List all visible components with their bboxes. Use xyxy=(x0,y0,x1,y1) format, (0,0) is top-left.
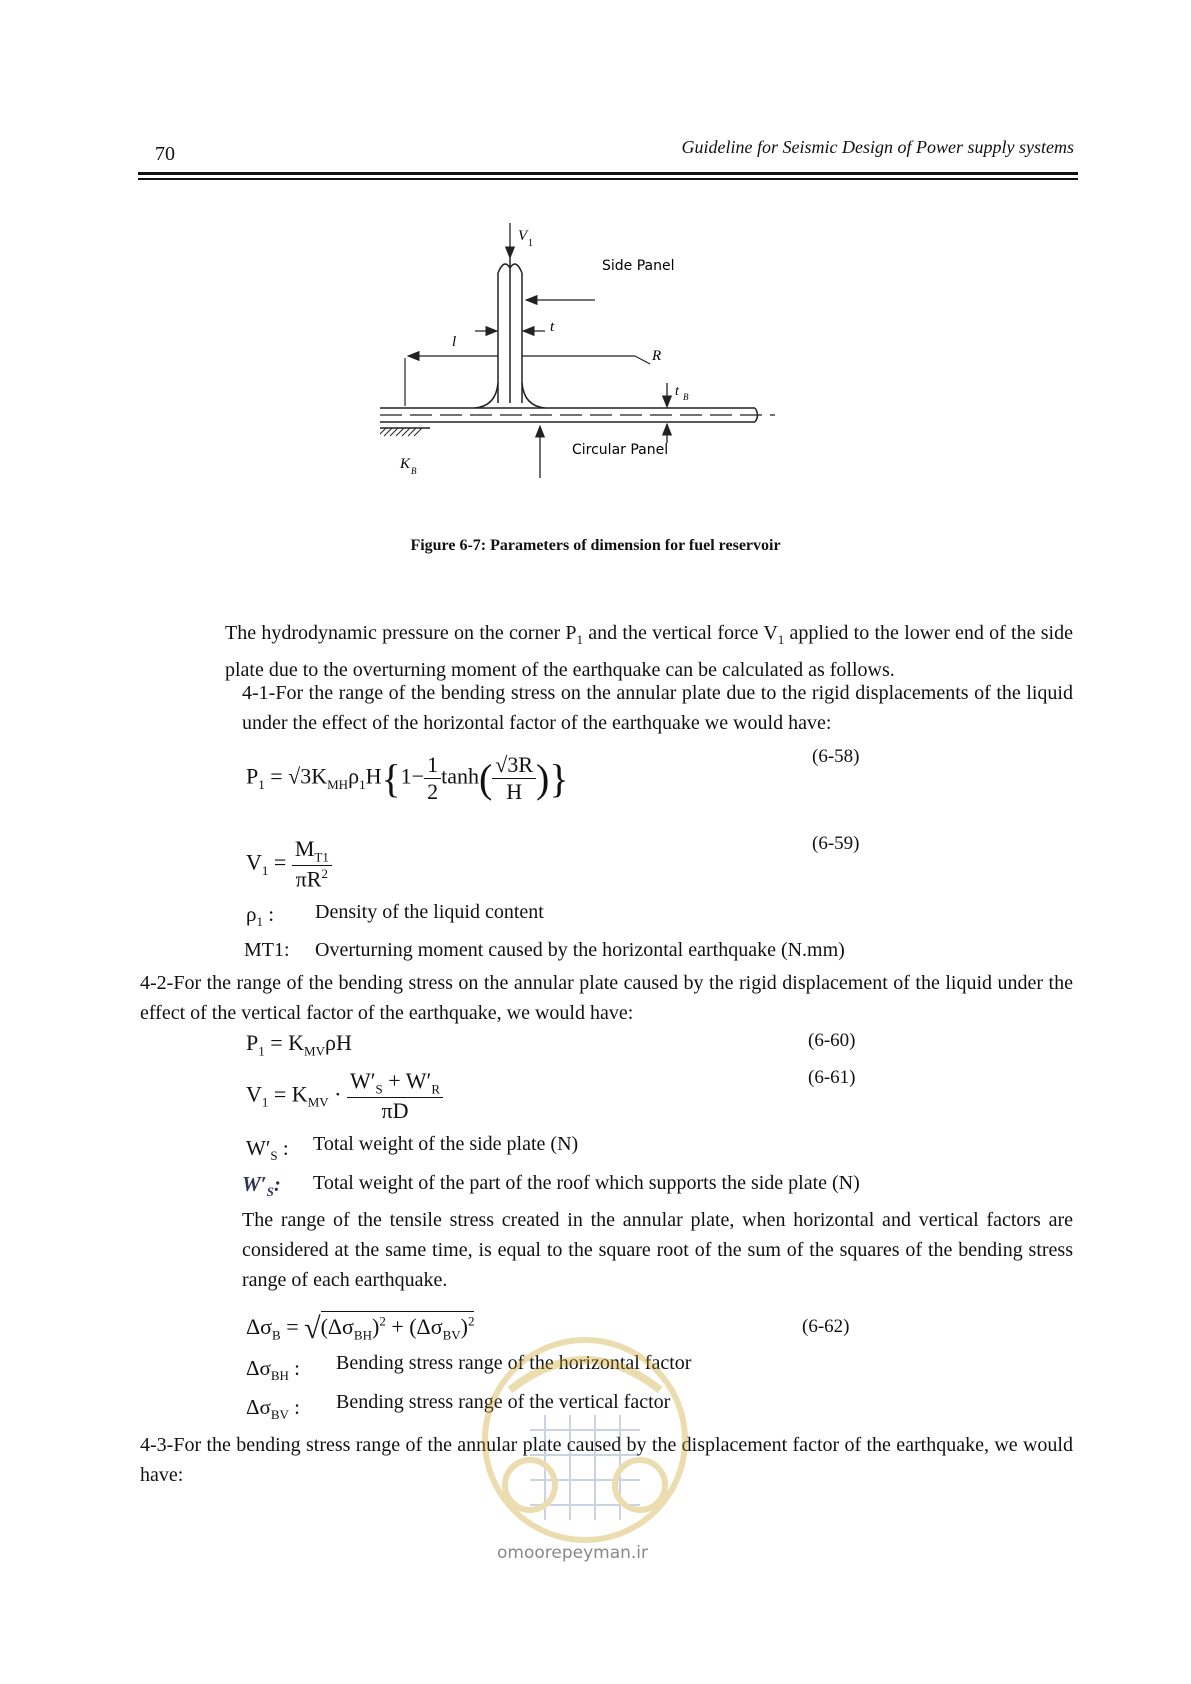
paragraph-4-1: 4-1-For the range of the bending stress on the annular plate due to the rigid displacements of the liquid under the effect of the horizontal factor of the earthquake we would have: xyxy=(242,682,1073,734)
paragraph-intro: The hydrodynamic pressure on the corner $P_1$ and the vertical force $V_1$ applied to the lower end of the side plate due to the overturning moment of the earthquake can be calculated as follows. xyxy=(225,622,1073,681)
rho1-symbol: $\rho_1$ : xyxy=(246,902,275,930)
mt1-definition: Overturning moment caused by the horizontal earthquake (N.mm) xyxy=(315,939,845,961)
rho1-definition: Density of the liquid content xyxy=(315,901,544,923)
equation-6-61: $V_1 = K_{MV}$ · $\frac{W'_S + W'_R}{\pi D}$ xyxy=(246,1068,443,1124)
equation-6-59: $V_1$ = $\frac{M_{T1}}{\pi R^2}$ xyxy=(246,836,332,893)
side-panel-label: Side Panel xyxy=(602,258,675,274)
equation-number-6-58: (6-58) xyxy=(812,746,860,767)
figure-caption: Figure 6-7: Parameters of dimension for fuel reservoir xyxy=(410,537,781,554)
equation-number-6-59: (6-59) xyxy=(812,833,860,854)
header-rule-thin xyxy=(138,178,1078,180)
equation-6-58: $P_1 = √3K_{MH}\rho_1H\{1-$ $\frac{1}{2}$ tanh( $\frac{√3R}{H}$ )} xyxy=(246,752,569,804)
wr-symbol: $W'_S$: xyxy=(242,1172,281,1200)
svg-text:B: B xyxy=(683,392,689,402)
running-title: Guideline for Seismic Design of Power supply systems xyxy=(681,137,1074,157)
paragraph-4-2: 4-2-For the range of the bending stress on the annular plate caused by the rigid displacement of the liquid under the effect of the vertical factor of the earthquake, we would have: xyxy=(140,972,1073,1024)
dsbv-symbol: $\Delta\sigma_{BV}$ : xyxy=(246,1395,300,1423)
ws-symbol: $W'_S$ : xyxy=(246,1136,289,1164)
tb-label: t xyxy=(675,384,679,399)
svg-text:1: 1 xyxy=(528,238,533,249)
wr-definition: Total weight of the part of the roof which supports the side plate (N) xyxy=(313,1172,860,1194)
equation-number-6-61: (6-61) xyxy=(808,1067,856,1088)
watermark-logo xyxy=(470,1310,700,1570)
dsbh-definition: Bending stress range of the horizontal factor xyxy=(336,1352,692,1374)
paragraph-4-3: 4-3-For the bending stress range of the annular plate caused by the displacement factor of the earthquake, we would have: xyxy=(140,1434,1073,1486)
equation-number-6-60: (6-60) xyxy=(808,1030,856,1051)
paragraph-tensile-stress: The range of the tensile stress created in the annular plate, when horizontal and vertical factors are considered at the same time, is equal to the square root of the sum of the squares of the bending stress range of each earthquake. xyxy=(242,1209,1073,1291)
equation-6-62: $\Delta\sigma_B = √(\Delta\sigma_{BH})^2 + (\Delta\sigma_{BV})^2$ xyxy=(246,1312,475,1345)
r-label: R xyxy=(652,348,662,364)
equation-6-60: $P_1 = K_{MV}\rho H$ xyxy=(246,1030,352,1059)
header-rule-thick xyxy=(138,172,1078,175)
equation-number-6-62: (6-62) xyxy=(802,1316,850,1337)
watermark-site: omoorepeyman.ir xyxy=(497,1543,649,1563)
svg-text:B: B xyxy=(411,466,417,476)
ws-definition: Total weight of the side plate (N) xyxy=(313,1133,579,1155)
dsbv-definition: Bending stress range of the vertical factor xyxy=(336,1391,671,1413)
dsbh-symbol: $\Delta\sigma_{BH}$ : xyxy=(246,1356,300,1384)
l-label: l xyxy=(452,334,457,350)
t-label: t xyxy=(550,319,555,335)
kb-label: K xyxy=(400,456,411,472)
circular-panel-label: Circular Panel xyxy=(572,442,669,458)
v1-label: V xyxy=(518,228,528,244)
page-number: 70 xyxy=(155,143,175,165)
reservoir-diagram xyxy=(380,218,850,518)
mt1-symbol: MT1: xyxy=(244,939,290,961)
